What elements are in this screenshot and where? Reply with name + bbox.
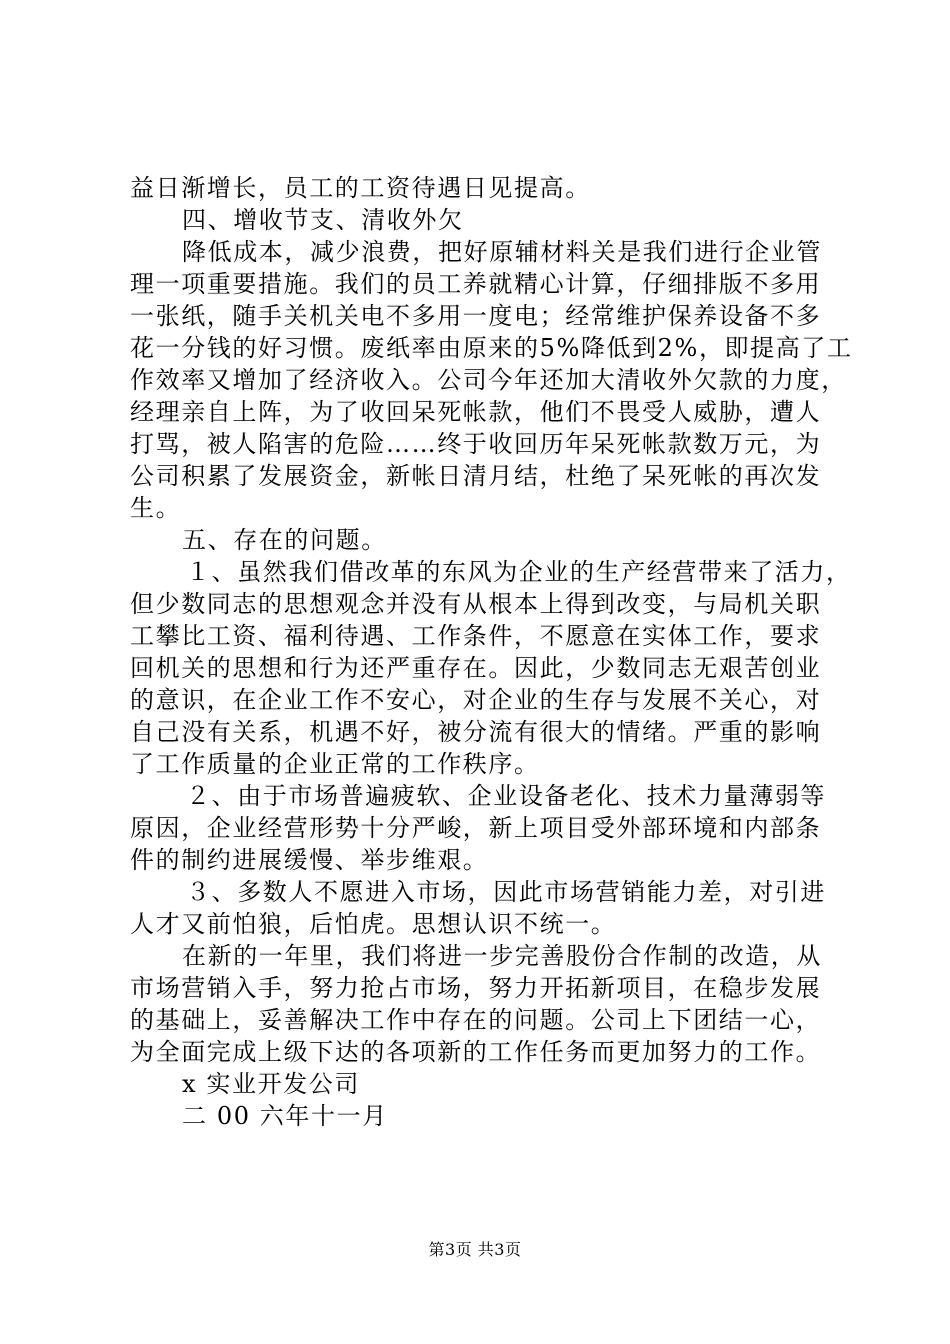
text-line: 为全面完成上级下达的各项新的工作任务而更加努力的工作。 [130, 1038, 822, 1066]
text-line: 自己没有关系，机遇不好，被分流有很大的情绪。严重的影响 [130, 718, 822, 746]
text-line: 回机关的思想和行为还严重存在。因此，少数同志无艰苦创业 [130, 654, 822, 682]
text-line: 的基础上，妥善解决工作中存在的问题。公司上下团结一心， [130, 1006, 822, 1034]
text-line: 人才又前怕狼，后怕虎。思想认识不统一。 [130, 910, 617, 938]
signature-date: 二 00 六年十一月 [182, 1102, 388, 1130]
text-line: 市场营销入手，努力抢占市场，努力开拓新项目，在稳步发展 [130, 974, 822, 1002]
text-line: 但少数同志的思想观念并没有从根本上得到改变，与局机关职 [130, 590, 822, 618]
text-line: 作效率又增加了经济收入。公司今年还加大清收外欠款的力度， [130, 366, 847, 394]
text-line: 工攀比工资、福利待遇、工作条件，不愿意在实体工作，要求 [130, 622, 822, 650]
text-line: 的意识，在企业工作不安心，对企业的生存与发展不关心，对 [130, 686, 822, 714]
page-number: 第3页 共3页 [428, 1240, 522, 1259]
text-line: 件的制约进展缓慢、举步维艰。 [130, 846, 489, 874]
section-heading: 四、增收节支、清收外欠 [182, 206, 464, 234]
section-heading: 五、存在的问题。 [182, 526, 387, 554]
text-line: 花一分钱的好习惯。废纸率由原来的5%降低到2%，即提高了工 [130, 334, 853, 362]
text-line: 原因，企业经营形势十分严峻，新上项目受外部环境和内部条 [130, 814, 822, 842]
text-line: 了工作质量的企业正常的工作秩序。 [130, 750, 540, 778]
signature-company: x 实业开发公司 [182, 1070, 360, 1098]
text-line: 益日渐增长，员工的工资待遇日见提高。 [130, 174, 591, 202]
document-body [130, 172, 853, 1132]
text-line: 打骂，被人陷害的危险……终于收回历年呆死帐款数万元，为 [130, 430, 822, 458]
text-line: 公司积累了发展资金，新帐日清月结，杜绝了呆死帐的再次发 [130, 462, 822, 490]
text-line: 生。 [130, 494, 182, 522]
text-line: 在新的一年里，我们将进一步完善股份合作制的改造，从 [182, 942, 822, 970]
list-item-text: ２、由于市场普遍疲软、企业设备老化、技术力量薄弱等 [186, 782, 826, 810]
text-line: 理一项重要措施。我们的员工养就精心计算，仔细排版不多用 [130, 270, 822, 298]
text-line: 降低成本，减少浪费，把好原辅材料关是我们进行企业管 [182, 238, 822, 266]
text-line: 一张纸，随手关机关电不多用一度电；经常维护保养设备不多 [130, 302, 822, 330]
list-item-text: ３、多数人不愿进入市场，因此市场营销能力差，对引进 [186, 878, 826, 906]
text-line: 经理亲自上阵，为了收回呆死帐款，他们不畏受人威胁，遭人 [130, 398, 822, 426]
list-item-text: １、虽然我们借改革的东风为企业的生产经营带来了活力， [186, 558, 852, 586]
